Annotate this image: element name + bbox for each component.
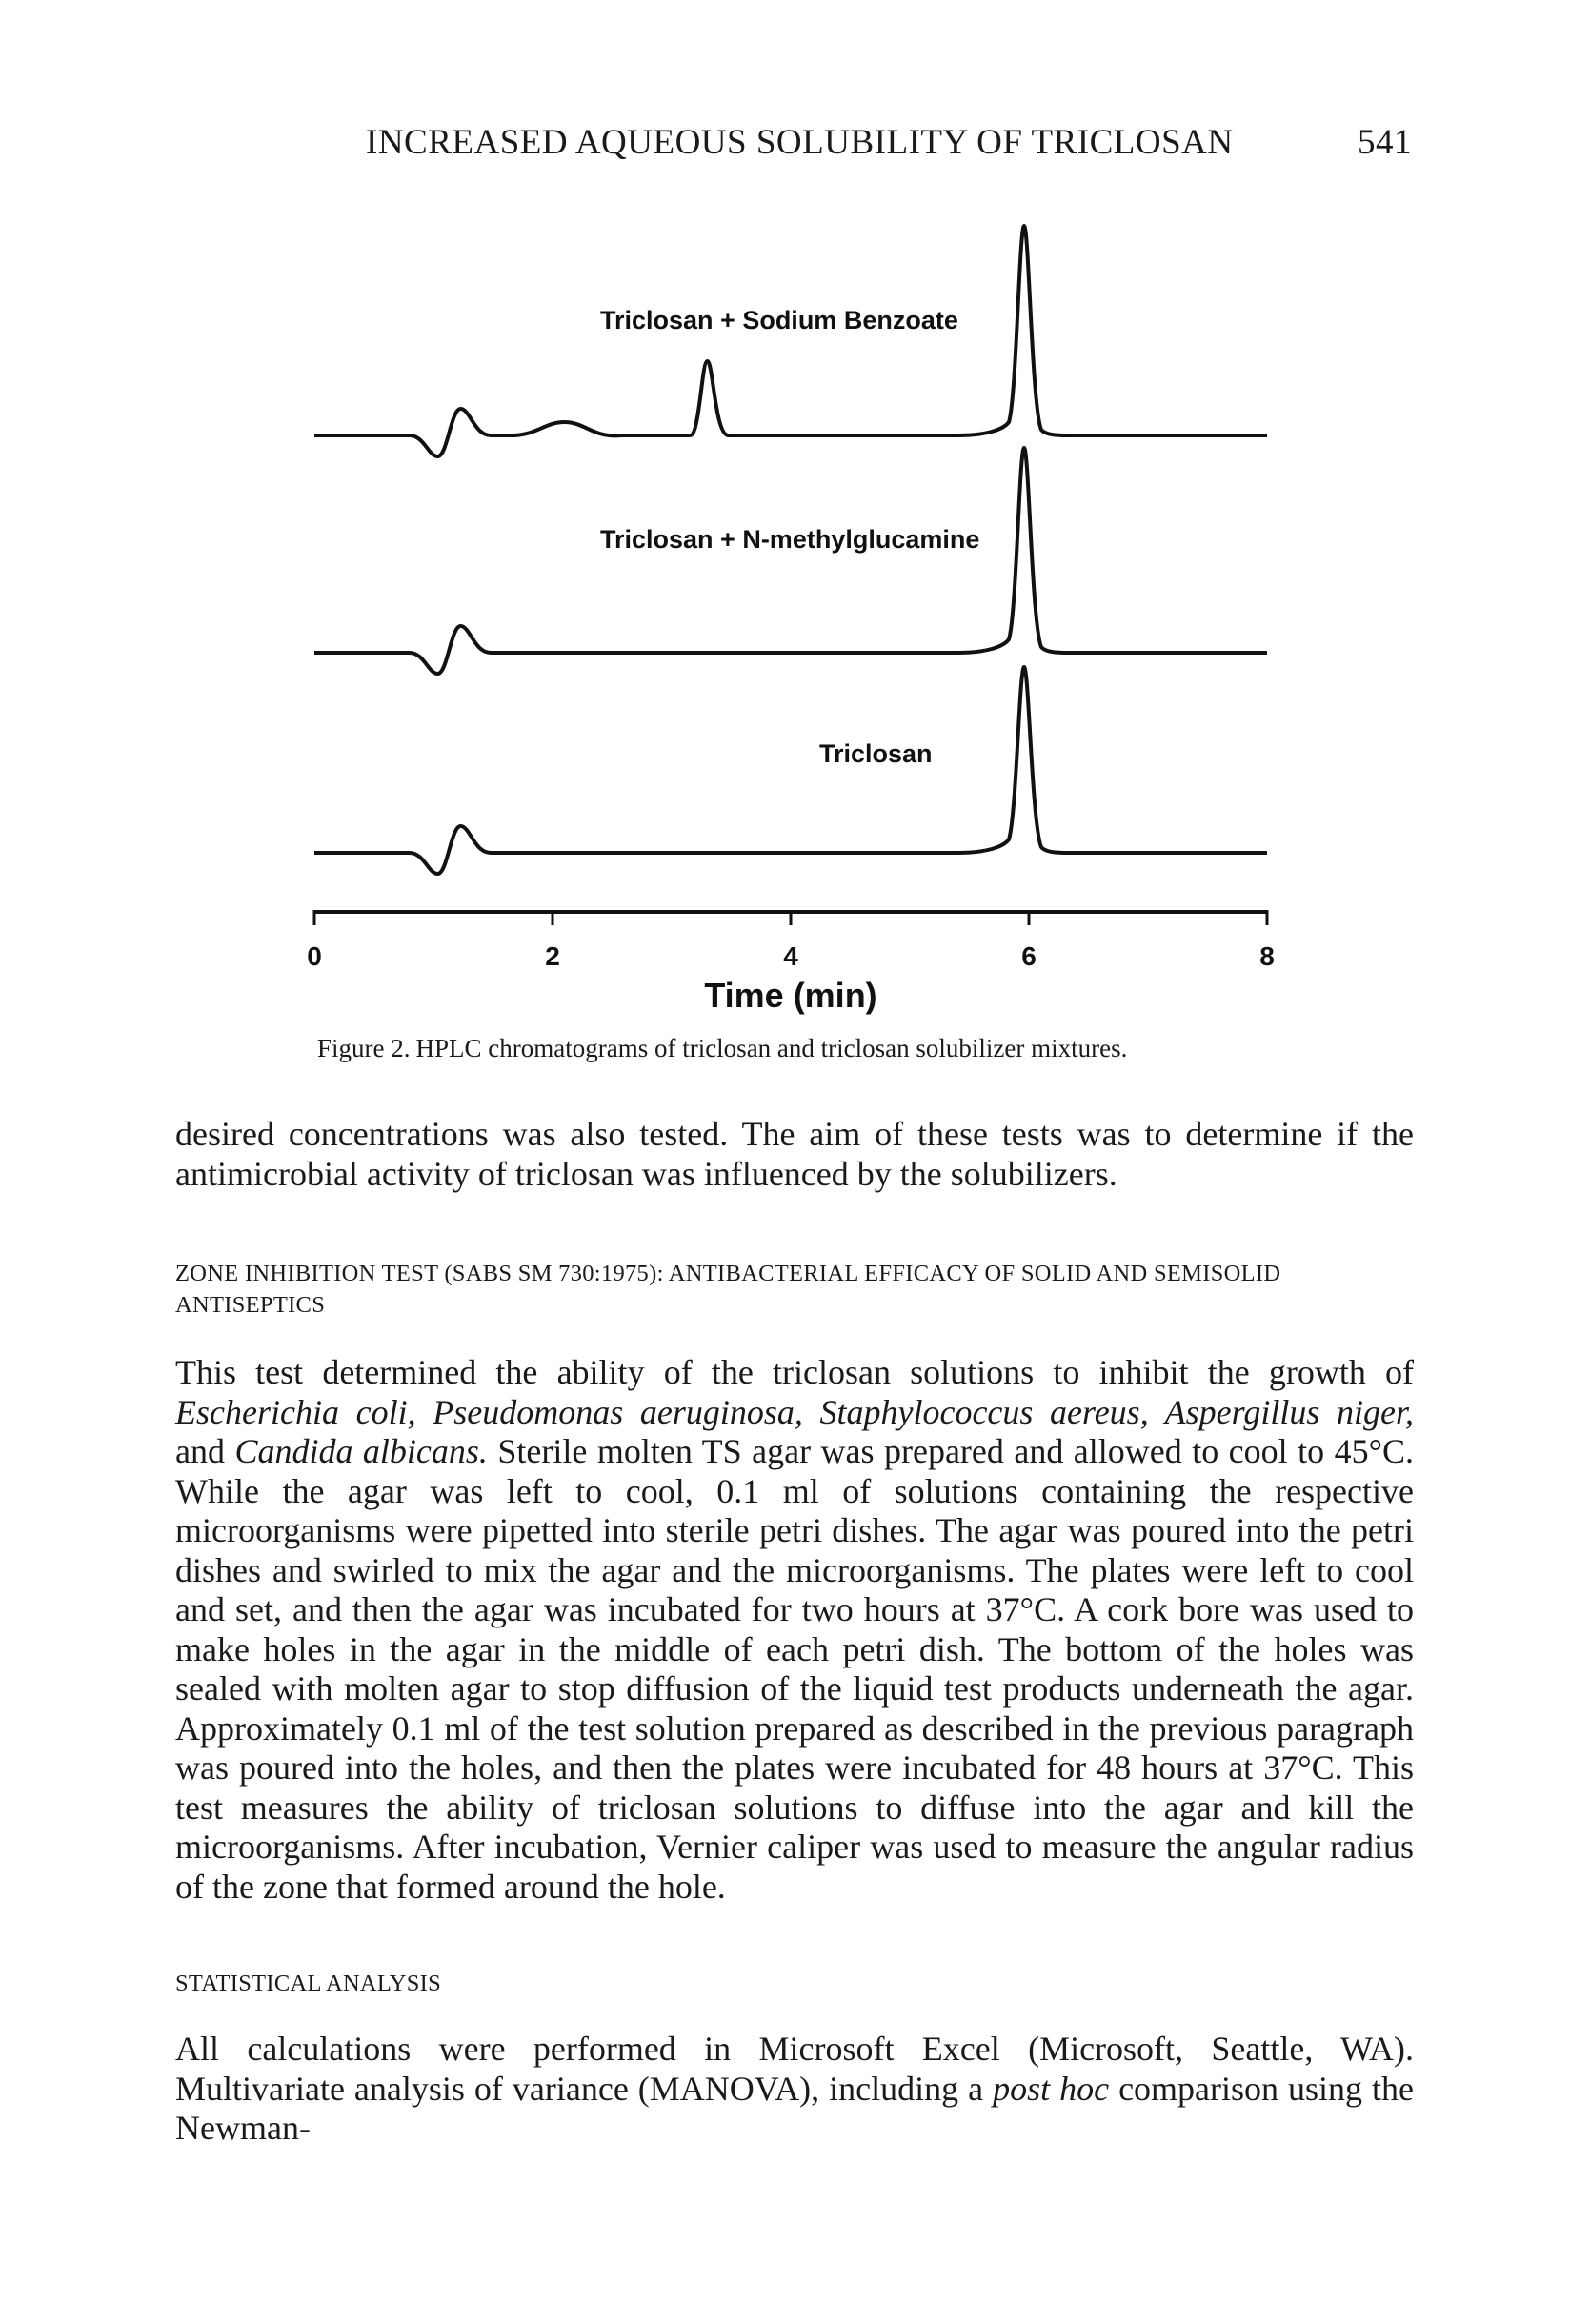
figure-caption-text: HPLC chromatograms of triclosan and triclosan solubilizer mixtures. [415,1034,1128,1062]
trace-label-3: Triclosan [819,739,933,768]
running-head-title: INCREASED AQUEOUS SOLUBILITY OF TRICLOSAN [366,123,1234,162]
trace-line-2 [314,448,1267,674]
body-paragraph-2 [175,1353,1414,1907]
page-number: 541 [1358,123,1412,162]
figure-caption [317,1034,1365,1063]
p2-intro: This test determined the ability of the triclosan solutions to inhibit the growth of [175,1353,1414,1391]
p2-method: Sterile molten TS agar was prepared and allowed to cool to 45°C. While the agar was left to cool, 0.1 ml of solutions containing the respective microorganisms were pipetted into sterile petri dishes. The agar was poured into the petri dishes and swirled to mix the agar and the microorganisms. The plates were left to cool and set, and then the agar was incubated for two hours at 37°C. A cork bore was used to make holes in the agar in the middle of each petri dish. The bottom of the holes was sealed with molten agar to stop diffusion of the liquid test products underneath the agar. Approximately 0.1 ml of the test solution prepared as described in the previous paragraph was poured into the holes, and then the plates were incubated for 48 hours at 37°C. This test measures the ability of triclosan solutions to diffuse into the agar and kill the microorganisms. After incubation, Vernier caliper was used to measure the angular radius of the zone that formed around the hole. [175,1432,1415,1906]
x-tick-label-6: 6 [1021,941,1037,971]
p2-organisms: Escherichia coli, Pseudomonas aeruginosa, Staphylococcus aereus, Aspergillus niger, [175,1392,1414,1431]
running-head [366,122,1423,179]
trace-line-3 [314,667,1267,874]
x-axis-label: Time (min) [704,976,877,1015]
trace-line-1 [314,226,1267,456]
section-heading-statistical-analysis: STATISTICAL ANALYSIS [175,1970,442,1996]
body-paragraph-3 [175,2030,1414,2149]
p3-post-hoc: post hoc [993,2069,1110,2108]
body-paragraph-1: desired concentrations was also tested. The aim of these tests was to determine if the antimicrobial activity of triclosan was influenced by the solubilizers. [175,1115,1414,1193]
hplc-chromatogram-figure [286,219,1296,1029]
section-heading-zone-inhibition: ZONE INHIBITION TEST (SABS SM 730:1975): ANTIBACTERIAL EFFICACY OF SOLID AND SEMISOLID ANTISEPTICS [175,1261,1281,1318]
x-tick-label-2: 2 [545,941,560,971]
p3-intro: All calculations were performed in Microsoft Excel (Microsoft, Seattle, WA). Multivariate analysis of variance (MANOVA), including a [175,2030,1414,2108]
x-tick-label-4: 4 [783,941,798,971]
p3-end: comparison using the Newman- [175,2069,1414,2147]
chromatogram-svg [286,219,1296,1029]
x-tick-label-0: 0 [307,941,322,971]
p2-candida: Candida albicans. [234,1432,488,1470]
x-tick-label-8: 8 [1259,941,1275,971]
p2-and: and [175,1432,225,1470]
trace-label-2: Triclosan + N-methylglucamine [600,525,980,554]
trace-label-1: Triclosan + Sodium Benzoate [600,306,958,334]
figure-caption-label: Figure 2. [317,1034,411,1062]
